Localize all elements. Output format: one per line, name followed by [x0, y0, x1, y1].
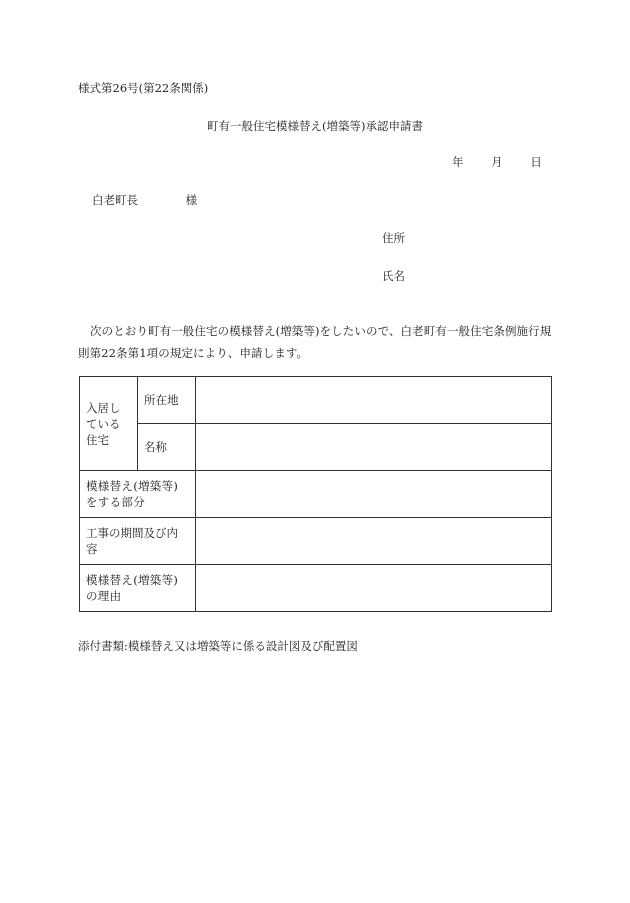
housing-name-label: 名称 — [138, 424, 196, 471]
document-title: 町有一般住宅模様替え(増築等)承認申請書 — [207, 119, 423, 133]
date-line — [452, 154, 542, 170]
attachment-note: 添付書類:模様替え又は増築等に係る設計図及び配置図 — [78, 639, 358, 653]
date-day-label: 日 — [530, 155, 542, 169]
application-table — [79, 376, 552, 612]
date-year-label: 年 — [452, 155, 464, 169]
form-number: 様式第26号(第22条関係) — [78, 81, 209, 95]
renovation-reason-value[interactable] — [196, 565, 552, 612]
applicant-address-label: 住所 — [382, 231, 405, 245]
date-month-label: 月 — [491, 155, 503, 169]
application-body-text: 次のとおり町有一般住宅の模様替え(増築等)をしたいので、白老町有一般住宅条例施行規則第22条第1項の規定により、申請します。 — [78, 324, 552, 360]
addressee — [92, 192, 197, 208]
addressee-name: 白老町長 — [92, 193, 138, 207]
addressee-honorific: 様 — [185, 193, 198, 207]
renovation-part-label: 模様替え(増築等) をする部分 — [80, 471, 196, 518]
housing-name-value[interactable] — [196, 424, 552, 471]
renovation-part-value[interactable] — [196, 471, 552, 518]
residence-label: 入居し ている 住宅 — [80, 377, 138, 471]
construction-period-value[interactable] — [196, 518, 552, 565]
applicant-name-label: 氏名 — [382, 269, 405, 283]
construction-period-label: 工事の期間及び内容 — [80, 518, 196, 565]
renovation-reason-label: 模様替え(増築等) の理由 — [80, 565, 196, 612]
location-label: 所在地 — [138, 377, 196, 424]
location-value[interactable] — [196, 377, 552, 424]
